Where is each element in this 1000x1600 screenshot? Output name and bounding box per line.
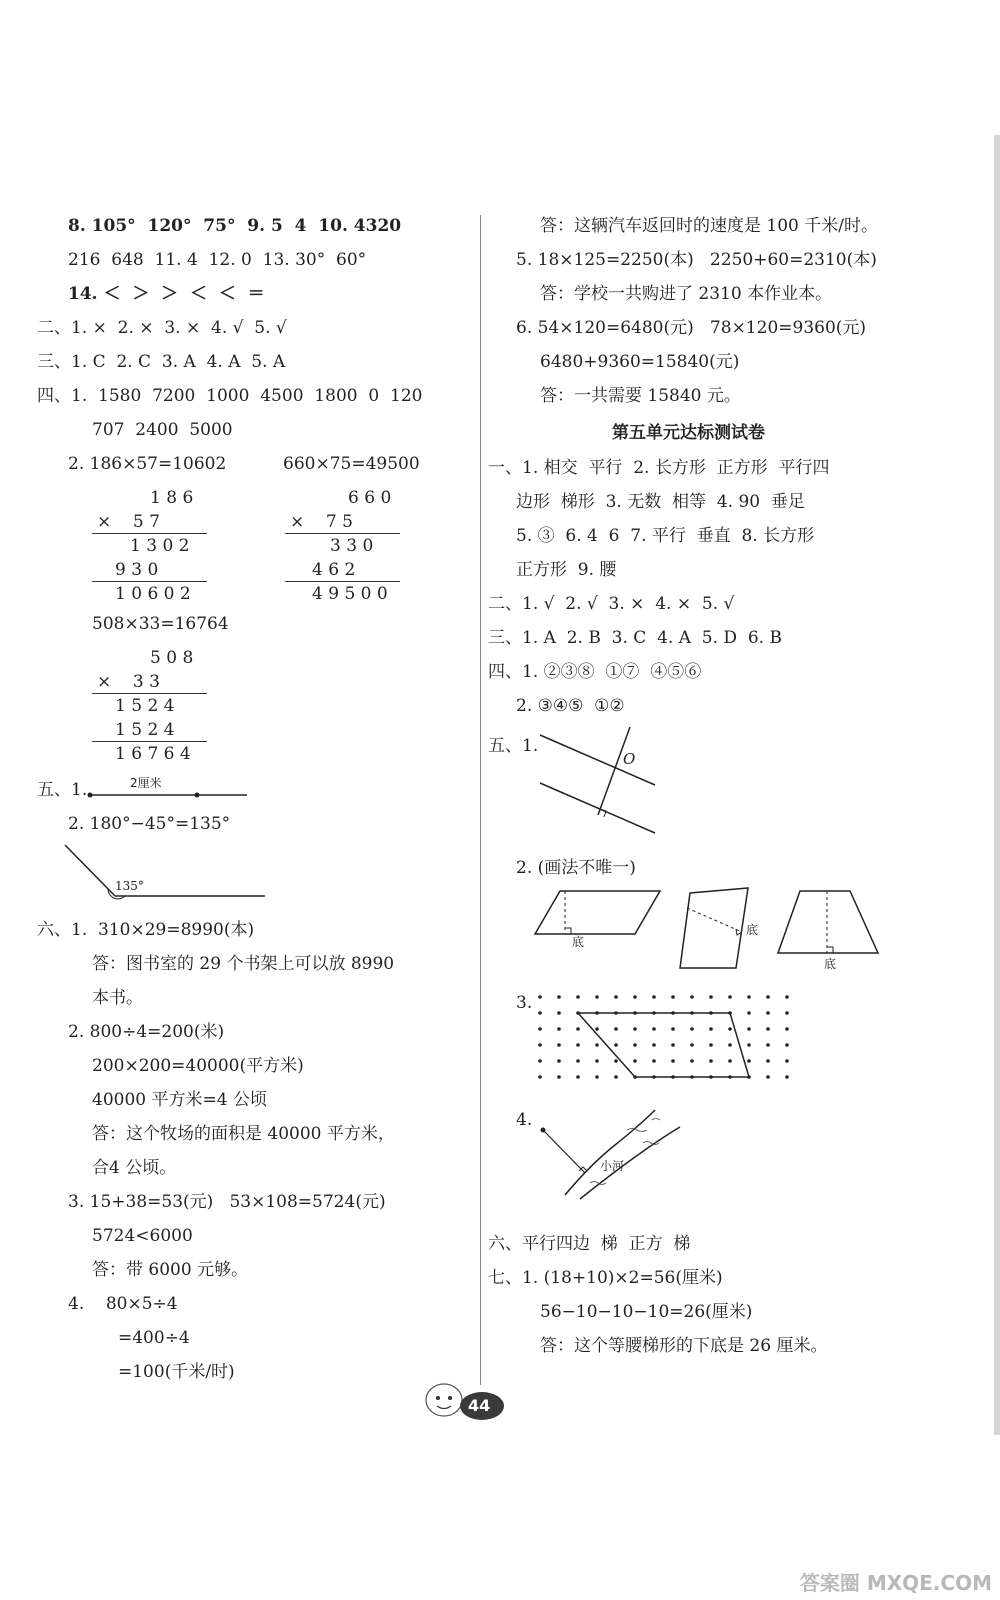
grid-dot bbox=[633, 1043, 637, 1047]
grid-dot bbox=[576, 1075, 580, 1079]
calc3-row: × 3 3 bbox=[97, 672, 160, 692]
answer-line-14: 14. ＜ ＞ ＞ ＜ ＜ ＝ bbox=[68, 284, 265, 304]
segment-length-label: 2厘米 bbox=[130, 776, 162, 790]
section-4-q2-eq1: 2. 186×57=10602 bbox=[68, 454, 227, 474]
u5-section-1-cont: 正方形 9. 腰 bbox=[516, 560, 617, 580]
grid-dot bbox=[747, 1027, 751, 1031]
grid-dot bbox=[557, 1059, 561, 1063]
grid-dot bbox=[633, 995, 637, 999]
grid-dot bbox=[633, 1027, 637, 1031]
r-q6-step: 6480+9360=15840(元) bbox=[540, 352, 740, 372]
u5-section-4-q1: 四、1. ②③⑧ ①⑦ ④⑤⑥ bbox=[488, 662, 702, 682]
grid-dot bbox=[785, 1027, 789, 1031]
grid-dot bbox=[614, 1075, 618, 1079]
calc2-row: × 7 5 bbox=[290, 512, 353, 532]
u5-section-5-q3: 3. bbox=[516, 993, 533, 1013]
grid-dot bbox=[785, 1043, 789, 1047]
section-3-answers: 三、1. C 2. C 3. A 4. A 5. A bbox=[37, 352, 286, 372]
drawn-parallelogram bbox=[578, 1013, 749, 1077]
grid-dot bbox=[671, 1043, 675, 1047]
grid-dot bbox=[557, 995, 561, 999]
grid-dot bbox=[766, 1043, 770, 1047]
section-4-q2-eq3: 508×33=16764 bbox=[92, 614, 229, 634]
section-6-q1-answer-cont: 本书。 bbox=[92, 988, 143, 1008]
grid-dot bbox=[766, 1059, 770, 1063]
u5-section-1-cont: 边形 梯形 3. 无数 相等 4. 90 垂足 bbox=[516, 492, 805, 512]
grid-dot bbox=[538, 1075, 542, 1079]
angle-figure bbox=[60, 840, 270, 910]
calc2-row: 6 6 0 bbox=[348, 488, 392, 508]
answer-line-8-13: 8. 105° 120° 75° 9. 5 4 10. 4320 bbox=[68, 216, 402, 236]
u5-section-7-step: 56−10−10−10=26(厘米) bbox=[540, 1302, 753, 1322]
grid-dot bbox=[538, 1043, 542, 1047]
calc2-row: 4 6 2 bbox=[312, 560, 356, 580]
grid-dot bbox=[709, 995, 713, 999]
section-5-q2: 2. 180°−45°=135° bbox=[68, 814, 231, 834]
section-4-q1-cont: 707 2400 5000 bbox=[92, 420, 233, 440]
calc1-row: 1 3 0 2 bbox=[130, 536, 190, 556]
base-label-rectangle: 底 bbox=[746, 923, 759, 937]
grid-dot bbox=[576, 1027, 580, 1031]
calc2-row: 3 3 0 bbox=[330, 536, 374, 556]
grid-dot bbox=[709, 1059, 713, 1063]
grid-dot bbox=[576, 995, 580, 999]
grid-dot bbox=[652, 1059, 656, 1063]
section-6-q2-step: 200×200=40000(平方米) bbox=[92, 1056, 304, 1076]
r-q6: 6. 54×120=6480(元) 78×120=9360(元) bbox=[516, 318, 867, 338]
grid-dot bbox=[690, 995, 694, 999]
section-6-q1: 六、1. 310×29=8990(本) bbox=[37, 920, 255, 940]
calc3-row: 1 6 7 6 4 bbox=[115, 744, 191, 764]
grid-dot bbox=[557, 1043, 561, 1047]
u5-section-1: 一、1. 相交 平行 2. 长方形 正方形 平行四 bbox=[488, 458, 830, 478]
calc2-rule bbox=[285, 581, 400, 582]
calc3-row: 1 5 2 4 bbox=[115, 720, 175, 740]
u5-section-4-q2: 2. ③④⑤ ①② bbox=[516, 696, 625, 716]
section-2-answers: 二、1. × 2. × 3. × 4. √ 5. √ bbox=[37, 318, 287, 338]
calc2-row: 4 9 5 0 0 bbox=[312, 584, 388, 604]
grid-dot bbox=[595, 995, 599, 999]
r-answer-q4: 答：这辆汽车返回时的速度是 100 千米/时。 bbox=[540, 216, 878, 236]
grid-dot bbox=[595, 1075, 599, 1079]
base-label-trapezoid: 底 bbox=[824, 957, 837, 971]
calc1-rule bbox=[92, 533, 207, 534]
grid-dot bbox=[709, 1027, 713, 1031]
point-o-label: O bbox=[623, 750, 636, 768]
grid-dot bbox=[785, 1075, 789, 1079]
answer-line-10-cont: 216 648 11. 4 12. 0 13. 30° 60° bbox=[68, 250, 367, 270]
u5-section-7-answer: 答：这个等腰梯形的下底是 26 厘米。 bbox=[540, 1336, 828, 1356]
grid-dot bbox=[690, 1043, 694, 1047]
grid-dot bbox=[747, 1043, 751, 1047]
unit-5-test-title: 第五单元达标测试卷 bbox=[612, 423, 765, 443]
grid-dot bbox=[614, 995, 618, 999]
segment-figure bbox=[85, 770, 255, 800]
section-6-q2-answer-cont: 合4 公顷。 bbox=[92, 1158, 177, 1178]
grid-dot bbox=[785, 1059, 789, 1063]
calc2-rule bbox=[285, 533, 400, 534]
u5-section-5-q4: 4. bbox=[516, 1110, 533, 1130]
grid-dot bbox=[652, 995, 656, 999]
section-4-q1: 四、1. 1580 7200 1000 4500 1800 0 120 bbox=[37, 386, 423, 406]
section-6-q2-step: 40000 平方米=4 公顷 bbox=[92, 1090, 267, 1110]
river-label: 小河 bbox=[600, 1159, 625, 1173]
u5-section-1-cont: 5. ③ 6. 4 6 7. 平行 垂直 8. 长方形 bbox=[516, 526, 815, 546]
calc3-row: 1 5 2 4 bbox=[115, 696, 175, 716]
r-q5: 5. 18×125=2250(本) 2250+60=2310(本) bbox=[516, 250, 877, 270]
grid-dot bbox=[690, 1027, 694, 1031]
section-6-q4: 4. 80×5÷4 bbox=[68, 1294, 178, 1314]
grid-dot bbox=[671, 995, 675, 999]
section-6-q4-step: =100(千米/时) bbox=[118, 1362, 235, 1382]
calc1-row: 1 0 6 0 2 bbox=[115, 584, 191, 604]
grid-dot bbox=[747, 995, 751, 999]
river-figure bbox=[535, 1105, 685, 1200]
grid-dot bbox=[766, 1075, 770, 1079]
grid-dot bbox=[785, 995, 789, 999]
grid-dot bbox=[747, 1011, 751, 1015]
angle-label: 135° bbox=[115, 879, 144, 893]
calc1-row: × 5 7 bbox=[97, 512, 160, 532]
grid-dot bbox=[747, 1059, 751, 1063]
mascot-icon bbox=[420, 1378, 510, 1428]
grid-dot bbox=[690, 1059, 694, 1063]
grid-dot bbox=[595, 1027, 599, 1031]
section-5-q1: 五、1. bbox=[37, 780, 88, 800]
grid-dot bbox=[652, 1027, 656, 1031]
section-6-q3: 3. 15+38=53(元) 53×108=5724(元) bbox=[68, 1192, 386, 1212]
watermark: 答案圈 MXQE.COM bbox=[799, 1571, 992, 1595]
section-6-q3-answer: 答：带 6000 元够。 bbox=[92, 1260, 249, 1280]
page-edge-shadow bbox=[994, 135, 1000, 1435]
grid-dot bbox=[538, 1011, 542, 1015]
grid-dot bbox=[557, 1075, 561, 1079]
grid-dot bbox=[766, 995, 770, 999]
calc3-rule bbox=[92, 693, 207, 694]
grid-dot bbox=[633, 1059, 637, 1063]
section-6-q2-answer: 答：这个牧场的面积是 40000 平方米， bbox=[92, 1124, 395, 1144]
grid-dot bbox=[728, 995, 732, 999]
grid-dot bbox=[709, 1043, 713, 1047]
grid-dot bbox=[785, 1011, 789, 1015]
u5-section-7-q1: 七、1. (18+10)×2=56(厘米) bbox=[488, 1268, 723, 1288]
section-6-q1-answer: 答：图书室的 29 个书架上可以放 8990 bbox=[92, 954, 395, 974]
parallel-lines-figure bbox=[530, 725, 670, 845]
grid-dot bbox=[557, 1027, 561, 1031]
u5-section-5-q2: 2. (画法不唯一) bbox=[516, 858, 636, 878]
u5-section-2: 二、1. √ 2. √ 3. × 4. × 5. √ bbox=[488, 594, 735, 614]
grid-dot bbox=[595, 1043, 599, 1047]
grid-dot bbox=[538, 1027, 542, 1031]
u5-section-5-q1: 五、1. bbox=[488, 736, 539, 756]
section-6-q3-step: 5724<6000 bbox=[92, 1226, 193, 1246]
grid-dot bbox=[595, 1059, 599, 1063]
column-divider bbox=[480, 215, 481, 1385]
calc1-row: 9 3 0 bbox=[115, 560, 159, 580]
r-q5-answer: 答：学校一共购进了 2310 本作业本。 bbox=[540, 284, 833, 304]
grid-dot bbox=[576, 1059, 580, 1063]
calc1-row: 1 8 6 bbox=[150, 488, 194, 508]
grid-dot bbox=[728, 1043, 732, 1047]
grid-dot bbox=[614, 1027, 618, 1031]
grid-dot bbox=[557, 1011, 561, 1015]
base-label-parallelogram: 底 bbox=[572, 935, 585, 949]
grid-dot bbox=[576, 1043, 580, 1047]
grid-dot bbox=[671, 1027, 675, 1031]
u5-section-3: 三、1. A 2. B 3. C 4. A 5. D 6. B bbox=[488, 628, 782, 648]
grid-dot bbox=[728, 1027, 732, 1031]
dot-grid-figure bbox=[535, 992, 805, 1092]
calc3-rule bbox=[92, 741, 207, 742]
calc1-rule bbox=[92, 581, 207, 582]
u5-section-6: 六、平行四边 梯 正方 梯 bbox=[488, 1234, 691, 1254]
page-number: 44 bbox=[468, 1396, 491, 1415]
grid-dot bbox=[766, 1011, 770, 1015]
grid-dot bbox=[538, 1059, 542, 1063]
grid-dot bbox=[728, 1059, 732, 1063]
section-6-q2: 2. 800÷4=200(米) bbox=[68, 1022, 225, 1042]
section-6-q4-step: =400÷4 bbox=[118, 1328, 190, 1348]
grid-dot bbox=[614, 1059, 618, 1063]
grid-dot bbox=[766, 1027, 770, 1031]
r-q6-answer: 答：一共需要 15840 元。 bbox=[540, 386, 741, 406]
grid-dot bbox=[538, 995, 542, 999]
section-4-q2-eq2: 660×75=49500 bbox=[283, 454, 420, 474]
grid-dot bbox=[671, 1059, 675, 1063]
grid-dot bbox=[614, 1043, 618, 1047]
grid-dot bbox=[652, 1043, 656, 1047]
calc3-row: 5 0 8 bbox=[150, 648, 194, 668]
